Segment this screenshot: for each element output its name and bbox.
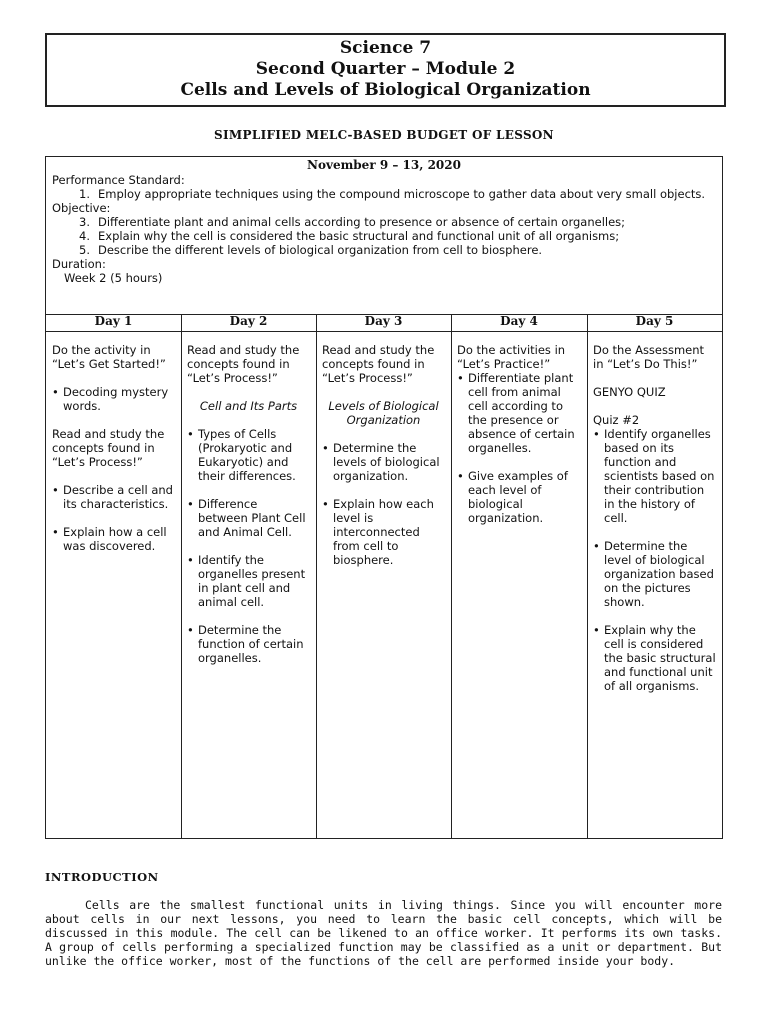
day-1-header: Day 1 (94, 314, 133, 328)
module-topic-title: Cells and Levels of Biological Organization (180, 80, 591, 100)
performance-item: 1. Employ appropriate techniques using the compound microscope to gather data about very small objects. (79, 187, 706, 201)
objective-item: 4. Explain why the cell is considered the basic structural and functional unit of all organisms; (79, 229, 620, 243)
duration-value: Week 2 (5 hours) (64, 271, 163, 285)
day-2-topic: Cell and Its Parts (199, 399, 298, 413)
date-range: November 9 – 13, 2020 (307, 158, 461, 172)
standards-section (46, 157, 722, 314)
module-title-box (45, 33, 726, 107)
day-5-bullet: • Explain why the cell is considered the basic structural and functional unit of all organisms. (593, 623, 716, 693)
day-3-bullet: • Explain how each level is interconnected from cell to biosphere. (322, 497, 445, 567)
day-5-bullet: • Determine the level of biological organization based on the pictures shown. (593, 539, 716, 609)
day-5-quiz-number: Quiz #2 (593, 413, 640, 427)
objective-item: 5. Describe the different levels of biological organization from cell to biosphere. (79, 243, 543, 257)
objective-label: Objective: (52, 201, 111, 215)
day-5-quiz-title: GENYO QUIZ (593, 385, 666, 399)
day-2-column (181, 314, 316, 838)
day-3-column (316, 314, 451, 838)
day-4-activity: Do the activities in “Let’s Practice!” (457, 343, 566, 371)
day-3-bullet: • Determine the levels of biological organization. (322, 441, 445, 483)
subject-title: Science 7 (339, 38, 432, 58)
day-2-bullet: • Determine the function of certain organelles. (187, 623, 310, 665)
introduction-paragraph: Cells are the smallest functional units in living things. Since you will encounter more about cells in our next lessons, you need to learn the basic cell concepts, which will be discussed in this module. The cell can be likened to an office worker. It performs its own tasks. A group of cells performing a specialized function may be classified as a unit or department. But unlike the office worker, most of the functions of the cell are performed inside your body. (45, 898, 722, 968)
objective-item: 3. Differentiate plant and animal cells according to presence or absence of certain organelles; (79, 215, 626, 229)
performance-standard-label: Performance Standard: (52, 173, 185, 187)
day-4-column (451, 314, 587, 838)
day-3-activity: Read and study the concepts found in “Let’s Process!” (322, 343, 435, 385)
day-2-bullet: • Difference between Plant Cell and Animal Cell. (187, 497, 310, 539)
duration-label: Duration: (52, 257, 106, 271)
day-1-bullet: • Decoding mystery words. (52, 385, 175, 413)
quarter-module-title: Second Quarter – Module 2 (255, 59, 516, 79)
day-2-bullet: • Identify the organelles present in plant cell and animal cell. (187, 553, 310, 609)
day-5-header: Day 5 (635, 314, 674, 328)
day-4-header: Day 4 (500, 314, 538, 328)
day-1-study-note: Read and study the concepts found in “Let’s Process!” (52, 427, 165, 469)
day-3-topic: Levels of Biological Organization (328, 399, 439, 427)
performance-standard-list (52, 187, 716, 201)
day-2-activity: Read and study the concepts found in “Let’s Process!” (187, 343, 300, 385)
budget-heading: SIMPLIFIED MELC-BASED BUDGET OF LESSON (214, 128, 554, 142)
day-1-bullet: • Explain how a cell was discovered. (52, 525, 175, 553)
day-1-column (46, 314, 181, 838)
day-1-bullet: • Describe a cell and its characteristics. (52, 483, 175, 511)
day-4-bullet: • Differentiate plant cell from animal cell according to the presence or absence of certain organelles. (457, 371, 581, 455)
day-5-bullet: • Identify organelles based on its function and scientists based on their contribution in the history of cell. (593, 427, 716, 525)
objective-list (52, 215, 716, 257)
day-1-activity: Do the activity in “Let’s Get Started!” (52, 343, 166, 371)
day-4-bullet: • Give examples of each level of biological organization. (457, 469, 581, 525)
day-5-activity: Do the Assessment in “Let’s Do This!” (593, 343, 705, 371)
introduction-heading: INTRODUCTION (45, 870, 159, 884)
lesson-budget-table (45, 156, 723, 839)
day-3-header: Day 3 (364, 314, 403, 328)
day-2-header: Day 2 (229, 314, 268, 328)
day-2-bullet: • Types of Cells (Prokaryotic and Eukaryotic) and their differences. (187, 427, 310, 483)
day-5-column (587, 314, 722, 838)
introduction-body (45, 898, 722, 968)
